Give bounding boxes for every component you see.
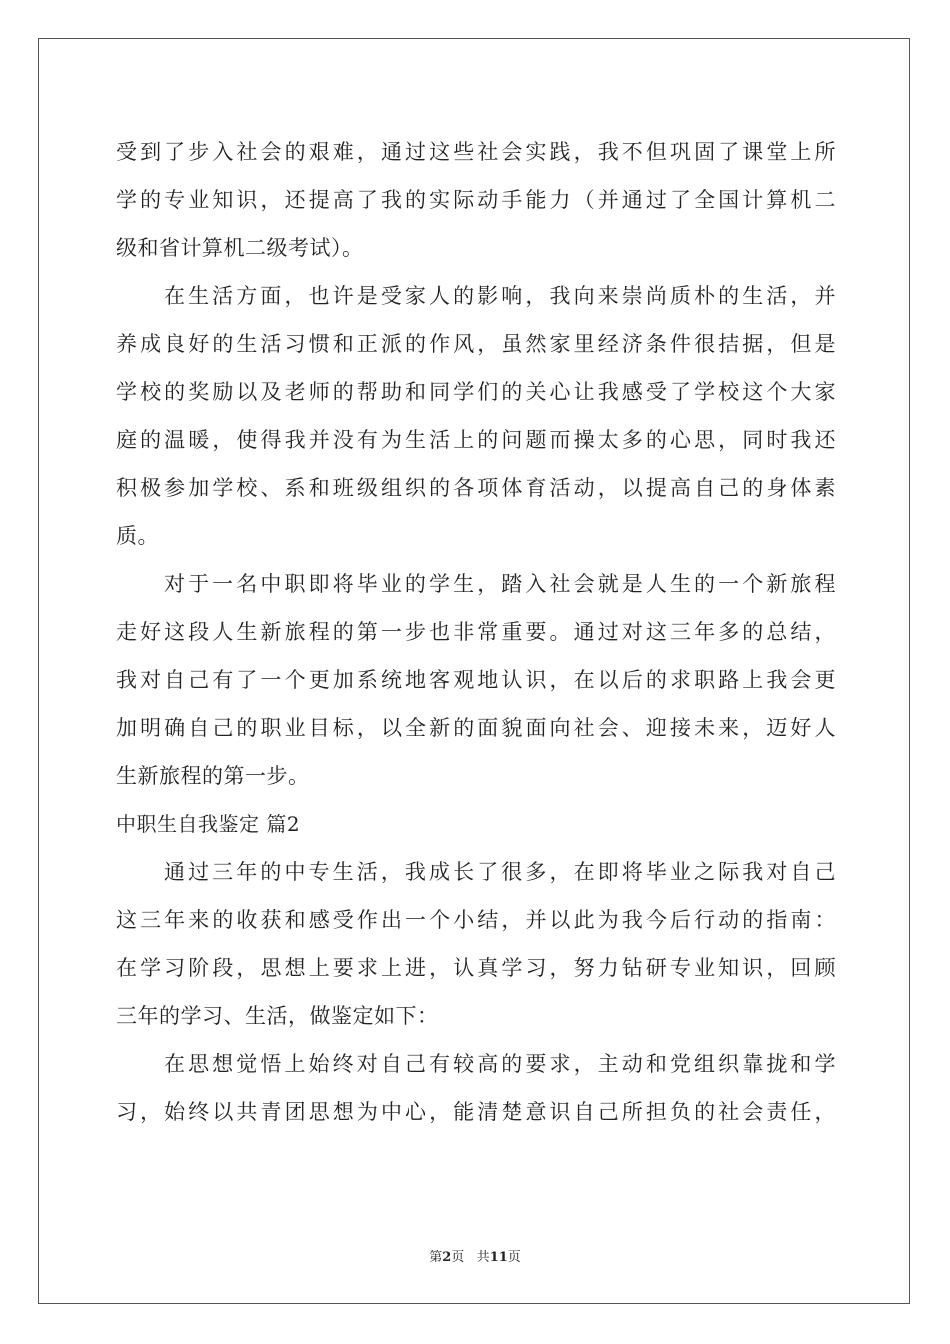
- text-line: 庭的温暖，使得我并没有为生活上的问题而操太多的心思，同时我还: [116, 428, 836, 452]
- text-line: 通过三年的中专生活，我成长了很多，在即将毕业之际我对自己: [164, 860, 836, 884]
- text-line: 我对自己有了一个更加系统地客观地认识，在以后的求职路上我会更: [116, 668, 836, 692]
- text-line: 学校的奖励以及老师的帮助和同学们的关心让我感受了学校这个大家: [116, 380, 836, 404]
- text-line: 这三年来的收获和感受作出一个小结，并以此为我今后行动的指南：: [116, 908, 836, 932]
- current-page-number: 2: [442, 1250, 452, 1265]
- text-line: 加明确自己的职业目标，以全新的面貌面向社会、迎接未来，迈好人: [116, 716, 836, 740]
- text-line: 在思想觉悟上始终对自己有较高的要求，主动和党组织靠拢和学: [164, 1052, 836, 1076]
- text-line: 在学习阶段，思想上要求上进，认真学习，努力钻研专业知识，回顾: [116, 956, 836, 980]
- text-line: 养成良好的生活习惯和正派的作风，虽然家里经济条件很拮据，但是: [116, 332, 836, 356]
- text-line: 生新旅程的第一步。: [116, 764, 310, 788]
- total-page-count: 11: [489, 1250, 508, 1265]
- section-heading: 中职生自我鉴定 篇2: [116, 812, 301, 836]
- text-line: 级和省计算机二级考试）。: [116, 236, 364, 260]
- text-line: 走好这段人生新旅程的第一步也非常重要。通过对这三年多的总结，: [116, 620, 836, 644]
- footer-total-unit: 页: [507, 1250, 521, 1265]
- text-line: 三年的学习、生活，做鉴定如下：: [116, 1004, 439, 1028]
- text-line: 对于一名中职即将毕业的学生，踏入社会就是人生的一个新旅程: [164, 572, 836, 596]
- page-footer: [0, 1246, 950, 1265]
- footer-prefix: 第: [429, 1250, 443, 1265]
- text-line: 质。: [116, 524, 159, 548]
- text-line: 学的专业知识，还提高了我的实际动手能力（并通过了全国计算机二: [116, 188, 836, 212]
- footer-page-unit: 页: [451, 1250, 465, 1265]
- text-line: 积极参加学校、系和班级组织的各项体育活动，以提高自己的身体素: [116, 476, 836, 500]
- text-line: 在生活方面，也许是受家人的影响，我向来崇尚质朴的生活，并: [164, 284, 836, 308]
- text-line: 习，始终以共青团思想为中心，能清楚意识自己所担负的社会责任，: [116, 1100, 836, 1124]
- document-body: [116, 128, 836, 1136]
- text-line: 受到了步入社会的艰难，通过这些社会实践，我不但巩固了课堂上所: [116, 140, 836, 164]
- footer-total-prefix: 共: [476, 1250, 490, 1265]
